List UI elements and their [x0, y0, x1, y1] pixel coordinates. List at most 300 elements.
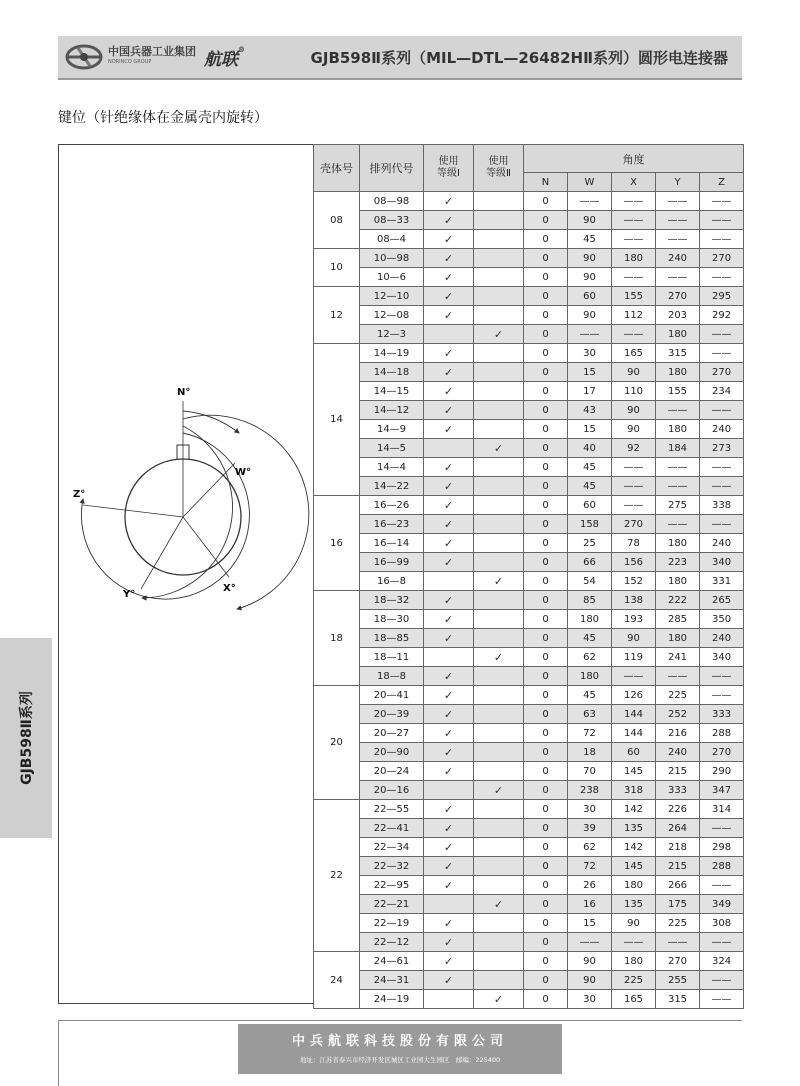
angle-z-cell: 340	[700, 553, 744, 572]
angle-w-cell: ——	[568, 192, 612, 211]
angle-w-cell: 45	[568, 629, 612, 648]
angle-y-cell: 203	[656, 306, 700, 325]
angle-z-cell: 240	[700, 420, 744, 439]
angle-y-cell: 175	[656, 895, 700, 914]
angle-y-cell: 270	[656, 952, 700, 971]
angle-w-cell: 18	[568, 743, 612, 762]
angle-z-cell: ——	[700, 268, 744, 287]
angle-n-cell: 0	[524, 287, 568, 306]
class1-cell: ✓	[424, 610, 474, 629]
arrangement-code-cell: 16—26	[360, 496, 424, 515]
angle-n-cell: 0	[524, 534, 568, 553]
arc-w	[183, 411, 239, 433]
angle-w-cell: 17	[568, 382, 612, 401]
section-title: 键位（针绝缘体在金属壳内旋转）	[58, 110, 268, 126]
angle-y-cell: 333	[656, 781, 700, 800]
class1-cell: ✓	[424, 401, 474, 420]
class1-cell: ✓	[424, 477, 474, 496]
angle-y-cell: 223	[656, 553, 700, 572]
arc-z	[81, 433, 252, 599]
axis-y	[141, 517, 183, 589]
angle-x-cell: 135	[612, 895, 656, 914]
arrangement-code-cell: 08—98	[360, 192, 424, 211]
class1-cell: ✓	[424, 667, 474, 686]
angle-w-cell: 158	[568, 515, 612, 534]
arrangement-code-cell: 20—24	[360, 762, 424, 781]
class1-cell	[424, 781, 474, 800]
angle-z-cell: 290	[700, 762, 744, 781]
header-angle: 角度	[524, 145, 744, 173]
arc-x	[183, 415, 309, 609]
arrangement-code-cell: 12—08	[360, 306, 424, 325]
class2-cell	[474, 287, 524, 306]
angle-w-cell: 62	[568, 838, 612, 857]
shell-number-cell: 10	[314, 249, 360, 287]
angle-z-cell: ——	[700, 990, 744, 1009]
class1-cell: ✓	[424, 287, 474, 306]
angle-z-cell: ——	[700, 515, 744, 534]
class1-cell: ✓	[424, 534, 474, 553]
angle-y-cell: ——	[656, 515, 700, 534]
angle-x-cell: 145	[612, 857, 656, 876]
header-class1-line1: 使用	[438, 156, 459, 167]
class2-cell	[474, 401, 524, 420]
angle-y-cell: 225	[656, 914, 700, 933]
angle-z-cell: 338	[700, 496, 744, 515]
header-angle-x: X	[612, 173, 656, 192]
angle-w-cell: 90	[568, 211, 612, 230]
angle-z-cell: 350	[700, 610, 744, 629]
angle-x-cell: 90	[612, 401, 656, 420]
table-row	[314, 838, 744, 857]
angle-n-cell: 0	[524, 819, 568, 838]
class2-cell: ✓	[474, 325, 524, 344]
table-row	[314, 971, 744, 990]
class2-cell	[474, 857, 524, 876]
header-angle-w: W	[568, 173, 612, 192]
angle-w-cell: 30	[568, 800, 612, 819]
angle-x-cell: 60	[612, 743, 656, 762]
shell-number-cell: 20	[314, 686, 360, 800]
class2-cell: ✓	[474, 572, 524, 591]
angle-n-cell: 0	[524, 306, 568, 325]
table-row	[314, 439, 744, 458]
angle-z-cell: 324	[700, 952, 744, 971]
class2-cell	[474, 724, 524, 743]
footer-bar	[238, 1024, 562, 1074]
angle-n-cell: 0	[524, 211, 568, 230]
class1-cell: ✓	[424, 914, 474, 933]
angle-y-cell: 264	[656, 819, 700, 838]
arrangement-code-cell: 14—18	[360, 363, 424, 382]
table-row	[314, 553, 744, 572]
class1-cell: ✓	[424, 344, 474, 363]
table-row	[314, 458, 744, 477]
arrangement-code-cell: 24—31	[360, 971, 424, 990]
angle-n-cell: 0	[524, 420, 568, 439]
header-class1-line2: 等级Ⅰ	[437, 168, 460, 179]
class1-cell: ✓	[424, 629, 474, 648]
angle-z-cell: 270	[700, 363, 744, 382]
arrangement-code-cell: 10—98	[360, 249, 424, 268]
angle-x-cell: 270	[612, 515, 656, 534]
angle-w-cell: 15	[568, 363, 612, 382]
angle-n-cell: 0	[524, 648, 568, 667]
table-row	[314, 287, 744, 306]
class1-cell: ✓	[424, 230, 474, 249]
angle-x-cell: ——	[612, 211, 656, 230]
angle-x-cell: 193	[612, 610, 656, 629]
arrangement-code-cell: 14—19	[360, 344, 424, 363]
header-class2-line2: 等级Ⅱ	[486, 168, 511, 179]
class1-cell: ✓	[424, 458, 474, 477]
angle-n-cell: 0	[524, 857, 568, 876]
angle-w-cell: 238	[568, 781, 612, 800]
angle-w-cell: 90	[568, 952, 612, 971]
arrangement-code-cell: 08—33	[360, 211, 424, 230]
table-row	[314, 401, 744, 420]
angle-z-cell: 347	[700, 781, 744, 800]
angle-y-cell: 215	[656, 857, 700, 876]
axis-w	[183, 463, 235, 517]
angle-n-cell: 0	[524, 990, 568, 1009]
class1-cell: ✓	[424, 268, 474, 287]
angle-n-cell: 0	[524, 344, 568, 363]
angle-z-cell: ——	[700, 230, 744, 249]
angle-z-cell: ——	[700, 667, 744, 686]
class1-cell: ✓	[424, 382, 474, 401]
class2-cell	[474, 515, 524, 534]
class1-cell: ✓	[424, 743, 474, 762]
axis-z	[83, 505, 183, 517]
angle-w-cell: 90	[568, 268, 612, 287]
arrangement-code-cell: 22—95	[360, 876, 424, 895]
angle-n-cell: 0	[524, 363, 568, 382]
arrangement-code-cell: 22—21	[360, 895, 424, 914]
angle-n-cell: 0	[524, 477, 568, 496]
key-position-diagram	[59, 145, 315, 1005]
class1-cell: ✓	[424, 838, 474, 857]
class1-cell: ✓	[424, 952, 474, 971]
table-row	[314, 952, 744, 971]
angle-x-cell: 144	[612, 705, 656, 724]
class2-cell	[474, 249, 524, 268]
angle-w-cell: 60	[568, 287, 612, 306]
shell-number-cell: 16	[314, 496, 360, 591]
class2-cell: ✓	[474, 648, 524, 667]
angle-y-cell: 225	[656, 686, 700, 705]
angle-n-cell: 0	[524, 781, 568, 800]
table-row	[314, 230, 744, 249]
angle-y-cell: 180	[656, 572, 700, 591]
arrangement-code-cell: 22—55	[360, 800, 424, 819]
angle-w-cell: 15	[568, 914, 612, 933]
angle-n-cell: 0	[524, 382, 568, 401]
class1-cell: ✓	[424, 553, 474, 572]
table-row	[314, 477, 744, 496]
angle-y-cell: ——	[656, 268, 700, 287]
angle-x-cell: 180	[612, 952, 656, 971]
angle-w-cell: 62	[568, 648, 612, 667]
angle-y-cell: 216	[656, 724, 700, 743]
class1-cell	[424, 325, 474, 344]
angle-w-cell: 70	[568, 762, 612, 781]
angle-x-cell: 90	[612, 420, 656, 439]
table-row	[314, 382, 744, 401]
angle-x-cell: 142	[612, 838, 656, 857]
angle-z-cell: 265	[700, 591, 744, 610]
table-row	[314, 781, 744, 800]
angle-z-cell: ——	[700, 686, 744, 705]
angle-z-cell: ——	[700, 971, 744, 990]
angle-n-cell: 0	[524, 952, 568, 971]
class2-cell	[474, 211, 524, 230]
brand-name	[204, 45, 245, 70]
angle-x-cell: 156	[612, 553, 656, 572]
class1-cell	[424, 990, 474, 1009]
angle-w-cell: 16	[568, 895, 612, 914]
table-row	[314, 515, 744, 534]
angle-w-cell: 180	[568, 610, 612, 629]
angle-n-cell: 0	[524, 933, 568, 952]
angle-y-cell: 270	[656, 287, 700, 306]
table-row	[314, 990, 744, 1009]
angle-n-cell: 0	[524, 971, 568, 990]
table-body	[314, 192, 744, 1009]
class2-cell	[474, 971, 524, 990]
arrangement-code-cell: 16—99	[360, 553, 424, 572]
shell-number-cell: 24	[314, 952, 360, 1009]
class2-cell	[474, 363, 524, 382]
table-row	[314, 705, 744, 724]
shell-number-cell: 12	[314, 287, 360, 344]
angle-n-cell: 0	[524, 268, 568, 287]
angle-n-cell: 0	[524, 838, 568, 857]
class1-cell	[424, 439, 474, 458]
table-row	[314, 800, 744, 819]
angle-x-cell: 110	[612, 382, 656, 401]
angle-y-cell: ——	[656, 401, 700, 420]
angle-x-cell: 180	[612, 249, 656, 268]
angle-y-cell: 222	[656, 591, 700, 610]
angle-y-cell: 180	[656, 534, 700, 553]
class1-cell: ✓	[424, 800, 474, 819]
class1-cell: ✓	[424, 306, 474, 325]
angle-n-cell: 0	[524, 724, 568, 743]
angle-x-cell: ——	[612, 458, 656, 477]
angle-n-cell: 0	[524, 230, 568, 249]
angle-w-cell: 63	[568, 705, 612, 724]
table-row	[314, 192, 744, 211]
table-row	[314, 211, 744, 230]
angle-z-cell: 295	[700, 287, 744, 306]
class1-cell: ✓	[424, 819, 474, 838]
angle-z-cell: 314	[700, 800, 744, 819]
angle-w-cell: 45	[568, 686, 612, 705]
angle-w-cell: 54	[568, 572, 612, 591]
angle-z-cell: ——	[700, 876, 744, 895]
table-row	[314, 591, 744, 610]
angle-x-cell: 165	[612, 990, 656, 1009]
angle-n-cell: 0	[524, 610, 568, 629]
angle-y-cell: 241	[656, 648, 700, 667]
angle-y-cell: 252	[656, 705, 700, 724]
angle-y-cell: 180	[656, 363, 700, 382]
angle-z-cell: 273	[700, 439, 744, 458]
label-x: X°	[223, 583, 236, 594]
angle-x-cell: 180	[612, 876, 656, 895]
angle-y-cell: 180	[656, 325, 700, 344]
table-row	[314, 344, 744, 363]
arrangement-code-cell: 20—90	[360, 743, 424, 762]
shell-number-cell: 22	[314, 800, 360, 952]
angle-x-cell: ——	[612, 477, 656, 496]
angle-x-cell: ——	[612, 325, 656, 344]
angle-z-cell: 333	[700, 705, 744, 724]
class2-cell	[474, 914, 524, 933]
table-row	[314, 420, 744, 439]
class2-cell	[474, 610, 524, 629]
angle-n-cell: 0	[524, 914, 568, 933]
registered-mark: ®	[238, 44, 245, 54]
angle-y-cell: 285	[656, 610, 700, 629]
angle-n-cell: 0	[524, 515, 568, 534]
table-row	[314, 724, 744, 743]
angle-y-cell: 180	[656, 629, 700, 648]
class2-cell	[474, 705, 524, 724]
angle-z-cell: 331	[700, 572, 744, 591]
angle-w-cell: 66	[568, 553, 612, 572]
angle-x-cell: ——	[612, 192, 656, 211]
table-row	[314, 268, 744, 287]
angle-w-cell: 30	[568, 344, 612, 363]
angle-x-cell: 90	[612, 629, 656, 648]
class1-cell	[424, 895, 474, 914]
class1-cell: ✓	[424, 496, 474, 515]
class2-cell	[474, 686, 524, 705]
logo-en-text: NORINCO GROUP	[108, 59, 152, 65]
arrangement-code-cell: 22—41	[360, 819, 424, 838]
angle-w-cell: ——	[568, 325, 612, 344]
angle-w-cell: 30	[568, 990, 612, 1009]
arrangement-code-cell: 20—16	[360, 781, 424, 800]
class2-cell	[474, 382, 524, 401]
angle-n-cell: 0	[524, 553, 568, 572]
angle-y-cell: 155	[656, 382, 700, 401]
arrangement-code-cell: 12—3	[360, 325, 424, 344]
angle-x-cell: 318	[612, 781, 656, 800]
angle-w-cell: 180	[568, 667, 612, 686]
table-row	[314, 895, 744, 914]
angle-n-cell: 0	[524, 667, 568, 686]
class2-cell	[474, 344, 524, 363]
class2-cell: ✓	[474, 781, 524, 800]
arrangement-code-cell: 22—12	[360, 933, 424, 952]
angle-z-cell: 240	[700, 629, 744, 648]
angle-n-cell: 0	[524, 876, 568, 895]
label-y: Y°	[123, 589, 136, 600]
angle-w-cell: 15	[568, 420, 612, 439]
angle-z-cell: 298	[700, 838, 744, 857]
table-row	[314, 876, 744, 895]
header-class2-line1: 使用	[488, 156, 509, 167]
class1-cell: ✓	[424, 515, 474, 534]
arrangement-code-cell: 22—34	[360, 838, 424, 857]
arrangement-code-cell: 14—9	[360, 420, 424, 439]
angle-y-cell: 218	[656, 838, 700, 857]
arrangement-code-cell: 20—27	[360, 724, 424, 743]
angle-x-cell: 225	[612, 971, 656, 990]
angle-x-cell: ——	[612, 933, 656, 952]
angle-y-cell: ——	[656, 211, 700, 230]
key-position-diagram-box	[58, 144, 314, 1004]
class2-cell	[474, 933, 524, 952]
arrangement-code-cell: 16—23	[360, 515, 424, 534]
arrangement-code-cell: 14—22	[360, 477, 424, 496]
angle-y-cell: 240	[656, 249, 700, 268]
arrangement-code-cell: 16—14	[360, 534, 424, 553]
label-w: W°	[235, 467, 252, 478]
arrangement-code-cell: 22—32	[360, 857, 424, 876]
angle-w-cell: ——	[568, 933, 612, 952]
class2-cell: ✓	[474, 990, 524, 1009]
angle-n-cell: 0	[524, 629, 568, 648]
angle-z-cell: 308	[700, 914, 744, 933]
class1-cell	[424, 572, 474, 591]
angle-y-cell: 226	[656, 800, 700, 819]
angle-w-cell: 60	[568, 496, 612, 515]
angle-y-cell: ——	[656, 192, 700, 211]
table-row	[314, 249, 744, 268]
angle-x-cell: 78	[612, 534, 656, 553]
angle-w-cell: 85	[568, 591, 612, 610]
angle-w-cell: 45	[568, 458, 612, 477]
angle-x-cell: 165	[612, 344, 656, 363]
angle-y-cell: 315	[656, 990, 700, 1009]
angle-w-cell: 45	[568, 230, 612, 249]
angle-n-cell: 0	[524, 401, 568, 420]
arrangement-code-cell: 18—11	[360, 648, 424, 667]
arrangement-code-cell: 14—5	[360, 439, 424, 458]
class1-cell: ✓	[424, 762, 474, 781]
angle-n-cell: 0	[524, 439, 568, 458]
class1-cell: ✓	[424, 724, 474, 743]
class1-cell: ✓	[424, 876, 474, 895]
table-row	[314, 496, 744, 515]
footer-address: 地址：江苏省泰兴市经济开发区城区工业园大生园区 邮编：225400	[299, 1056, 501, 1064]
arrangement-code-cell: 18—8	[360, 667, 424, 686]
arrangement-code-cell: 18—30	[360, 610, 424, 629]
class2-cell	[474, 591, 524, 610]
angle-z-cell: ——	[700, 477, 744, 496]
table-row	[314, 762, 744, 781]
table-row	[314, 325, 744, 344]
arrangement-code-cell: 20—39	[360, 705, 424, 724]
class2-cell	[474, 534, 524, 553]
angle-w-cell: 45	[568, 477, 612, 496]
angle-x-cell: ——	[612, 268, 656, 287]
class2-cell	[474, 876, 524, 895]
angle-z-cell: ——	[700, 344, 744, 363]
angle-z-cell: 288	[700, 724, 744, 743]
arrangement-code-cell: 20—41	[360, 686, 424, 705]
angle-x-cell: 119	[612, 648, 656, 667]
key-position-table	[313, 144, 744, 1009]
angle-z-cell: 234	[700, 382, 744, 401]
class2-cell	[474, 268, 524, 287]
class2-cell	[474, 819, 524, 838]
class1-cell: ✓	[424, 971, 474, 990]
